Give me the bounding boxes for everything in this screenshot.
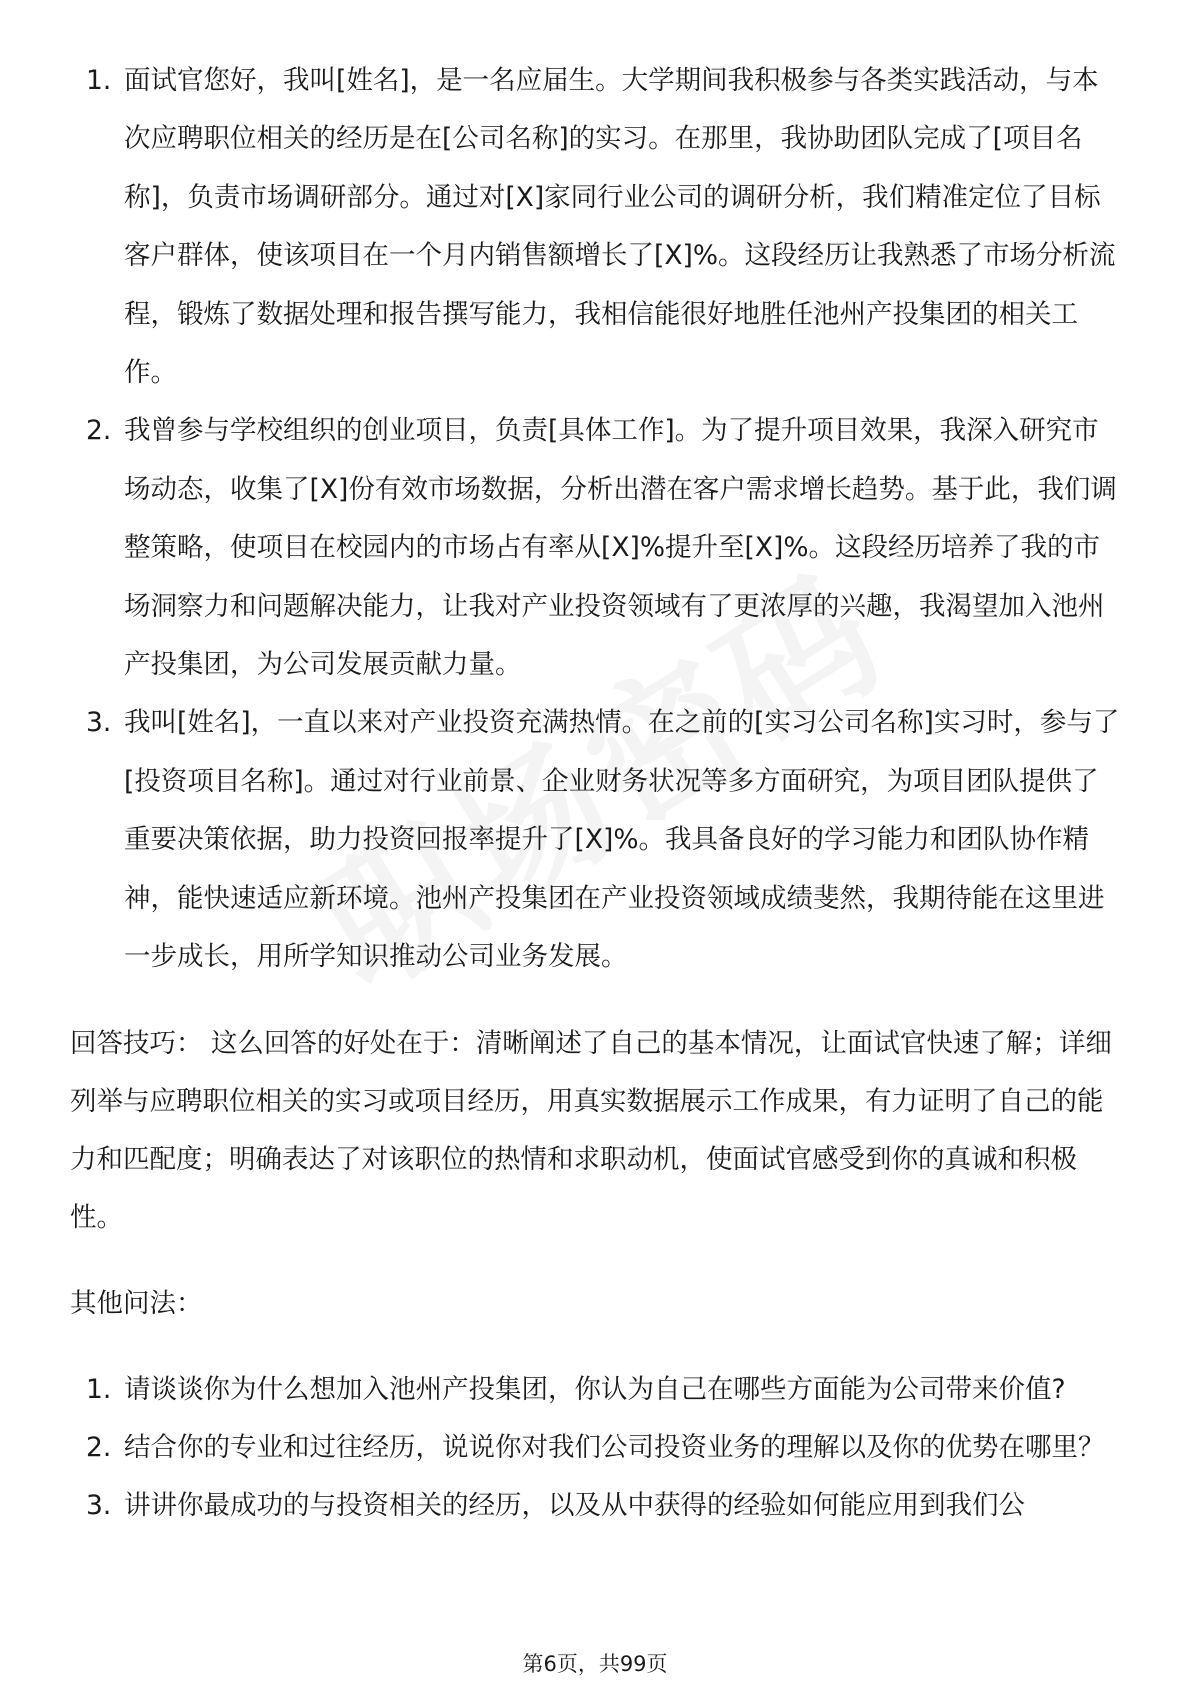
list-item-number: 1. <box>86 65 112 96</box>
answer-tip-label: 回答技巧： <box>70 1027 203 1059</box>
list-item-text: 讲讲你最成功的与投资相关的经历，以及从中获得的经验如何能应用到我们公 <box>124 1489 1025 1521</box>
list-item <box>70 52 1120 402</box>
list-item-number: 3. <box>86 707 112 739</box>
list-item-number: 1. <box>86 1373 112 1405</box>
list-item <box>70 694 1120 986</box>
page-number-footer: 第6页，共99页 <box>522 1652 668 1676</box>
list-item <box>70 402 1120 694</box>
list-item-number: 2. <box>86 415 112 447</box>
list-item-text: 结合你的专业和过往经历，说说你对我们公司投资业务的理解以及你的优势在哪里？ <box>124 1431 1105 1463</box>
list-item-text: 我曾参与学校组织的创业项目，负责[具体工作]。为了提升项目效果，我深入研究市场动态，收集了[X]份有效市场数据，分析出潜在客户需求增长趋势。基于此，我们调整策略，使项目在校园内的市场占有率从[X]%提升至[X]%。这段经历培养了我的市场洞察力和问题解决能力，让我对产业投资领域有了更浓厚的兴趣，我渴望加入池州产投集团，为公司发展贡献力量。 <box>124 415 1117 681</box>
list-item <box>70 1361 1120 1419</box>
other-questions-heading: 其他问法： <box>70 1287 203 1319</box>
list-item <box>70 1477 1120 1535</box>
answer-tip-paragraph <box>70 1015 1120 1247</box>
sample-answers-list <box>70 52 1120 987</box>
list-item-text: 我叫[姓名]，一直以来对产业投资充满热情。在之前的[实习公司名称]实习时，参与了[投资项目名称]。通过对行业前景、企业财务状况等多方面研究，为项目团队提供了重要决策依据，助力投资回报率提升了[X]%。我具备良好的学习能力和团队协作精神，能快速适应新环境。池州产投集团在产业投资领域成绩斐然，我期待能在这里进一步成长，用所学知识推动公司业务发展。 <box>124 707 1120 973</box>
other-questions-list <box>70 1361 1120 1535</box>
page-content <box>70 52 1120 1535</box>
answer-tip-text: 这么回答的好处在于：清晰阐述了自己的基本情况，让面试官快速了解；详细列举与应聘职位相关的实习或项目经历，用真实数据展示工作成果，有力证明了自己的能力和匹配度；明确表达了对该职位的热情和求职动机，使面试官感受到你的真诚和积极性。 <box>70 1027 1112 1233</box>
list-item-number: 3. <box>86 1489 112 1521</box>
list-item-number: 2. <box>86 1431 112 1463</box>
list-item <box>70 1419 1120 1477</box>
list-item-text: 请谈谈你为什么想加入池州产投集团，你认为自己在哪些方面能为公司带来价值? <box>124 1373 1066 1405</box>
list-item-text: 面试官您好，我叫[姓名]，是一名应届生。大学期间我积极参与各类实践活动，与本次应聘职位相关的经历是在[公司名称]的实习。在那里，我协助团队完成了[项目名称]，负责市场调研部分。通过对[X]家同行业公司的调研分析，我们精准定位了目标客户群体，使该项目在一个月内销售额增长了[X]%。这段经历让我熟悉了市场分析流程，锻炼了数据处理和报告撰写能力，我相信能很好地胜任池州产投集团的相关工作。 <box>124 65 1116 389</box>
